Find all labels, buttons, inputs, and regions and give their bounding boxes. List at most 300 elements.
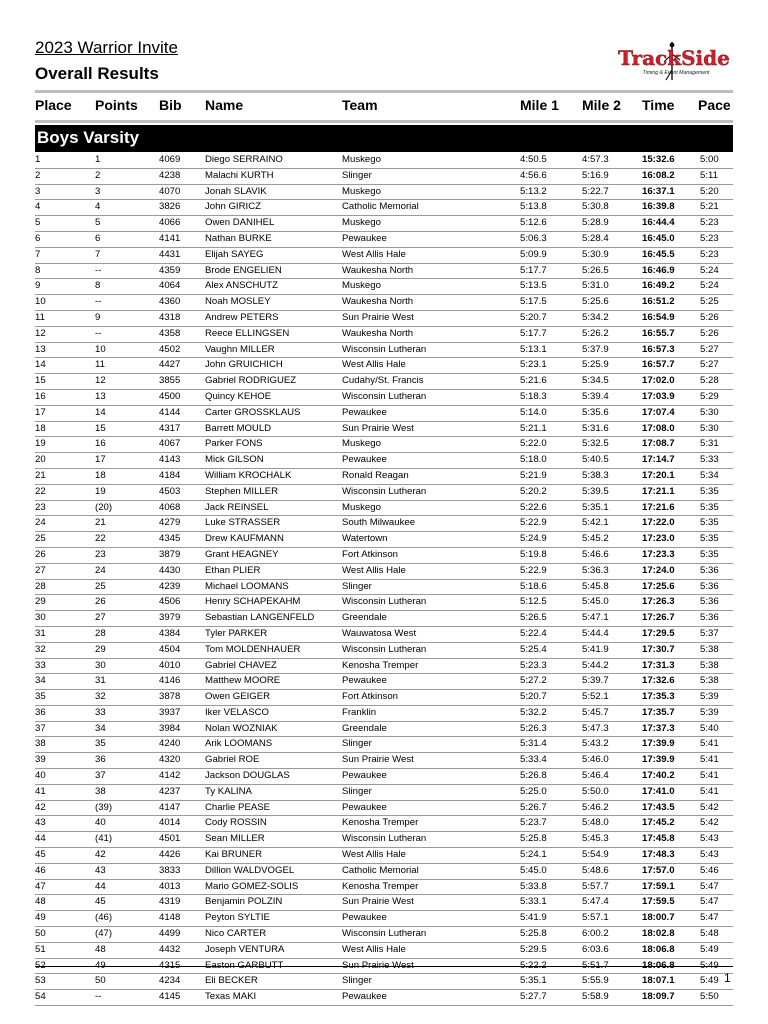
cell-place: 9 (35, 280, 41, 292)
cell-mile1: 5:24.9 (520, 533, 547, 545)
cell-name: Parker FONS (205, 438, 263, 450)
cell-time: 16:49.2 (642, 280, 675, 292)
cell-name: Arik LOOMANS (205, 738, 273, 750)
cell-bib: 4506 (159, 596, 181, 608)
cell-place: 37 (35, 722, 46, 734)
cell-team: Muskego (342, 501, 381, 513)
cell-mile1: 5:12.6 (520, 217, 547, 229)
cell-bib: 3879 (159, 548, 181, 560)
cell-pace: 5:26 (700, 311, 719, 323)
table-row (35, 753, 733, 769)
table-row (35, 832, 733, 848)
cell-name: Elijah SAYEG (205, 248, 264, 260)
cell-team: Cudahy/St. Francis (342, 375, 424, 387)
cell-mile1: 5:25.8 (520, 928, 547, 940)
table-row (35, 627, 733, 643)
cell-mile2: 5:35.1 (582, 501, 609, 513)
cell-pace: 5:39 (700, 706, 719, 718)
cell-team: Waukesha North (342, 327, 414, 339)
cell-time: 17:14.7 (642, 454, 675, 466)
cell-bib: 4237 (159, 785, 181, 797)
cell-pace: 5:42 (700, 817, 719, 829)
cell-mile1: 5:18.6 (520, 580, 547, 592)
cell-mile1: 5:45.0 (520, 864, 547, 876)
cell-points: 24 (95, 564, 106, 576)
cell-place: 31 (35, 627, 46, 639)
cell-pace: 5:35 (700, 517, 719, 529)
cell-mile2: 5:45.7 (582, 706, 609, 718)
cell-points: 31 (95, 675, 106, 687)
cell-mile2: 5:46.4 (582, 770, 609, 782)
table-row (35, 706, 733, 722)
table-row (35, 264, 733, 280)
cell-bib: 4010 (159, 659, 181, 671)
cell-mile1: 5:18.0 (520, 454, 547, 466)
cell-points: (47) (95, 928, 113, 940)
cell-name: Nathan BURKE (205, 232, 272, 244)
cell-pace: 5:38 (700, 675, 719, 687)
cell-time: 17:26.7 (642, 612, 675, 624)
cell-pace: 5:27 (700, 359, 719, 371)
table-row (35, 816, 733, 832)
cell-bib: 4184 (159, 469, 181, 481)
cell-place: 36 (35, 706, 46, 718)
cell-pace: 5:47 (700, 912, 719, 924)
cell-name: Diego SERRAINO (205, 154, 283, 165)
cell-place: 30 (35, 612, 46, 624)
cell-time: 16:44.4 (642, 217, 675, 229)
cell-pace: 5:41 (700, 785, 719, 797)
cell-time: 16:46.9 (642, 264, 675, 276)
table-row (35, 532, 733, 548)
cell-time: 16:55.7 (642, 327, 675, 339)
cell-team: Muskego (342, 154, 381, 165)
cell-points: 3 (95, 185, 101, 197)
cell-pace: 5:41 (700, 770, 719, 782)
cell-bib: 4503 (159, 485, 181, 497)
cell-bib: 4426 (159, 849, 181, 861)
cell-mile2: 5:37.9 (582, 343, 609, 355)
cell-points: (46) (95, 912, 113, 924)
cell-time: 17:25.6 (642, 580, 675, 592)
cell-bib: 4500 (159, 390, 181, 402)
table-row (35, 769, 733, 785)
cell-mile1: 5:21.9 (520, 469, 547, 481)
cell-pace: 5:35 (700, 548, 719, 560)
cell-pace: 5:23 (700, 248, 719, 260)
cell-mile1: 5:13.2 (520, 185, 547, 197)
cell-team: Sun Prairie West (342, 754, 414, 766)
cell-name: Carter GROSSKLAUS (205, 406, 301, 418)
cell-bib: 4501 (159, 833, 181, 845)
cell-mile2: 5:35.6 (582, 406, 609, 418)
table-row (35, 169, 733, 185)
cell-team: Wisconsin Lutheran (342, 928, 427, 940)
cell-name: John GIRICZ (205, 201, 261, 213)
cell-points: 43 (95, 864, 106, 876)
cell-team: Pewaukee (342, 912, 387, 924)
cell-place: 48 (35, 896, 46, 908)
cell-mile2: 5:48.6 (582, 864, 609, 876)
cell-bib: 4238 (159, 169, 181, 181)
cell-place: 38 (35, 738, 46, 750)
cell-team: West Allis Hale (342, 248, 406, 260)
cell-pace: 5:42 (700, 801, 719, 813)
cell-name: Quincy KEHOE (205, 390, 272, 402)
cell-team: West Allis Hale (342, 359, 406, 371)
cell-place: 32 (35, 643, 46, 655)
cell-mile2: 5:54.9 (582, 849, 609, 861)
col-header-pace: Pace (698, 97, 731, 113)
cell-team: Pewaukee (342, 232, 387, 244)
cell-place: 43 (35, 817, 46, 829)
cell-mile1: 5:22.0 (520, 438, 547, 450)
cell-place: 24 (35, 517, 46, 529)
cell-bib: 3878 (159, 691, 181, 703)
cell-time: 17:35.7 (642, 706, 675, 718)
cell-time: 16:37.1 (642, 185, 675, 197)
cell-name: Sean MILLER (205, 833, 265, 845)
cell-pace: 5:47 (700, 896, 719, 908)
cell-time: 17:03.9 (642, 390, 675, 402)
cell-points: 38 (95, 785, 106, 797)
cell-time: 17:23.3 (642, 548, 675, 560)
table-row (35, 911, 733, 927)
cell-team: Wisconsin Lutheran (342, 833, 427, 845)
cell-mile1: 5:31.4 (520, 738, 547, 750)
cell-points: -- (95, 327, 102, 339)
cell-pace: 5:38 (700, 643, 719, 655)
cell-time: 17:43.5 (642, 801, 675, 813)
cell-points: 19 (95, 485, 106, 497)
cell-mile2: 5:38.3 (582, 469, 609, 481)
cell-mile2: 5:39.7 (582, 675, 609, 687)
cell-mile2: 5:34.2 (582, 311, 609, 323)
table-row (35, 216, 733, 232)
cell-mile2: 6:00.2 (582, 928, 609, 940)
cell-team: Kenosha Tremper (342, 880, 419, 892)
cell-points: 11 (95, 359, 105, 371)
cell-time: 17:48.3 (642, 849, 675, 861)
cell-team: Sun Prairie West (342, 311, 414, 323)
cell-bib: 4145 (159, 991, 181, 1003)
cell-points: 40 (95, 817, 106, 829)
cell-time: 17:21.6 (642, 501, 675, 513)
cell-mile1: 5:21.1 (520, 422, 547, 434)
cell-bib: 4499 (159, 928, 181, 940)
cell-place: 50 (35, 928, 46, 940)
cell-pace: 5:27 (700, 343, 719, 355)
cell-pace: 5:24 (700, 280, 719, 292)
cell-place: 8 (35, 264, 41, 276)
cell-mile2: 5:57.1 (582, 912, 609, 924)
cell-bib: 4432 (159, 943, 181, 955)
cell-mile2: 5:25.9 (582, 359, 609, 371)
col-header-mile1: Mile 1 (520, 97, 559, 113)
cell-mile1: 5:17.5 (520, 296, 547, 308)
cell-time: 18:07.1 (642, 975, 675, 987)
cell-time: 16:39.8 (642, 201, 675, 213)
cell-time: 17:23.0 (642, 533, 675, 545)
cell-mile2: 5:26.2 (582, 327, 609, 339)
cell-points: 33 (95, 706, 106, 718)
cell-points: 12 (95, 375, 106, 387)
cell-points: 21 (95, 517, 106, 529)
cell-mile2: 5:16.9 (582, 169, 609, 181)
cell-bib: 3855 (159, 375, 181, 387)
cell-time: 17:24.0 (642, 564, 675, 576)
cell-place: 45 (35, 849, 46, 861)
cell-points: 10 (95, 343, 106, 355)
logo-tagline: Timing & Event Management (642, 70, 710, 76)
cell-mile2: 5:22.7 (582, 185, 609, 197)
cell-mile1: 5:13.8 (520, 201, 547, 213)
cell-pace: 5:25 (700, 296, 719, 308)
cell-time: 17:41.0 (642, 785, 675, 797)
cell-points: 29 (95, 643, 106, 655)
cell-place: 51 (35, 943, 46, 955)
table-row (35, 501, 733, 517)
cell-points: 9 (95, 311, 101, 323)
cell-pace: 5:28 (700, 375, 719, 387)
table-row (35, 295, 733, 311)
cell-name: Texas MAKI (205, 991, 257, 1003)
cell-pace: 5:31 (700, 438, 719, 450)
cell-time: 17:59.1 (642, 880, 675, 892)
column-header-row (0, 97, 768, 117)
cell-place: 42 (35, 801, 46, 813)
cell-bib: 4239 (159, 580, 181, 592)
cell-mile1: 5:32.2 (520, 706, 547, 718)
cell-pace: 5:24 (700, 264, 719, 276)
cell-mile2: 5:30.9 (582, 248, 609, 260)
col-header-name: Name (205, 97, 244, 113)
cell-name: Gabriel ROE (205, 754, 260, 766)
cell-place: 3 (35, 185, 41, 197)
cell-points: 2 (95, 169, 101, 181)
cell-mile1: 5:06.3 (520, 232, 547, 244)
cell-bib: 3826 (159, 201, 181, 213)
cell-name: Ethan PLIER (205, 564, 261, 576)
table-row (35, 343, 733, 359)
cell-bib: 4066 (159, 217, 181, 229)
table-row (35, 153, 733, 169)
table-row (35, 358, 733, 374)
cell-team: Muskego (342, 185, 381, 197)
cell-mile1: 5:25.8 (520, 833, 547, 845)
cell-place: 34 (35, 675, 46, 687)
table-row (35, 785, 733, 801)
table-row (35, 943, 733, 959)
table-row (35, 248, 733, 264)
cell-mile1: 5:29.5 (520, 943, 547, 955)
table-row (35, 674, 733, 690)
cell-mile2: 5:39.5 (582, 485, 609, 497)
cell-mile1: 4:56.6 (520, 169, 547, 181)
cell-bib: 4141 (159, 232, 181, 244)
cell-team: Catholic Memorial (342, 864, 419, 876)
cell-team: Waukesha North (342, 264, 414, 276)
cell-points: 45 (95, 896, 106, 908)
cell-name: Ty KALINA (205, 785, 252, 797)
col-header-bib: Bib (159, 97, 182, 113)
cell-time: 17:20.1 (642, 469, 675, 481)
table-row (35, 690, 733, 706)
cell-name: Sebastian LANGENFELD (205, 612, 315, 624)
cell-points: 17 (95, 454, 106, 466)
cell-place: 47 (35, 880, 46, 892)
cell-name: Luke STRASSER (205, 517, 281, 529)
cell-time: 17:08.0 (642, 422, 675, 434)
section-banner (35, 125, 733, 152)
cell-team: Slinger (342, 785, 372, 797)
cell-pace: 5:21 (700, 201, 719, 213)
cell-bib: 3833 (159, 864, 181, 876)
cell-mile2: 5:44.4 (582, 627, 609, 639)
cell-place: 23 (35, 501, 46, 513)
cell-place: 49 (35, 912, 46, 924)
cell-points: 27 (95, 612, 106, 624)
table-row (35, 564, 733, 580)
cell-place: 5 (35, 217, 41, 229)
cell-name: Nolan WOZNIAK (205, 722, 278, 734)
cell-points: 37 (95, 770, 106, 782)
cell-mile1: 4:50.5 (520, 154, 547, 165)
cell-mile2: 5:47.3 (582, 722, 609, 734)
table-row (35, 469, 733, 485)
cell-bib: 3979 (159, 612, 181, 624)
cell-bib: 4146 (159, 675, 181, 687)
cell-pace: 5:37 (700, 627, 719, 639)
cell-name: Mario GOMEZ-SOLIS (205, 880, 299, 892)
cell-pace: 5:23 (700, 217, 719, 229)
cell-pace: 5:30 (700, 406, 719, 418)
cell-bib: 3984 (159, 722, 181, 734)
page-number: 1 (724, 971, 731, 985)
cell-time: 17:02.0 (642, 375, 675, 387)
cell-name: Eli BECKER (205, 975, 258, 987)
table-row (35, 801, 733, 817)
cell-pace: 5:23 (700, 232, 719, 244)
cell-place: 41 (35, 785, 46, 797)
cell-points: -- (95, 296, 102, 308)
cell-mile1: 5:22.6 (520, 501, 547, 513)
cell-place: 11 (35, 311, 45, 323)
cell-place: 44 (35, 833, 46, 845)
cell-team: Waukesha North (342, 296, 414, 308)
table-row (35, 390, 733, 406)
cell-mile2: 5:40.5 (582, 454, 609, 466)
cell-mile1: 5:14.0 (520, 406, 547, 418)
cell-team: West Allis Hale (342, 849, 406, 861)
top-rule (35, 90, 733, 93)
cell-bib: 4143 (159, 454, 181, 466)
cell-mile2: 5:46.2 (582, 801, 609, 813)
cell-bib: 4148 (159, 912, 181, 924)
cell-time: 18:00.7 (642, 912, 675, 924)
table-row (35, 611, 733, 627)
results-table (0, 153, 768, 1006)
cell-pace: 5:00 (700, 154, 719, 165)
table-row (35, 548, 733, 564)
cell-place: 46 (35, 864, 46, 876)
table-row (35, 580, 733, 596)
cell-team: Wisconsin Lutheran (342, 390, 427, 402)
cell-place: 17 (35, 406, 46, 418)
cell-team: Sun Prairie West (342, 422, 414, 434)
table-row (35, 990, 733, 1006)
table-row (35, 848, 733, 864)
cell-mile1: 5:17.7 (520, 264, 547, 276)
cell-name: Henry SCHAPEKAHM (205, 596, 301, 608)
cell-name: Gabriel CHAVEZ (205, 659, 277, 671)
cell-place: 27 (35, 564, 46, 576)
cell-place: 21 (35, 469, 46, 481)
cell-time: 16:45.0 (642, 232, 675, 244)
cell-points: 42 (95, 849, 106, 861)
cell-pace: 5:20 (700, 185, 719, 197)
cell-team: Slinger (342, 580, 372, 592)
cell-place: 53 (35, 975, 46, 987)
cell-pace: 5:43 (700, 833, 719, 845)
cell-mile1: 5:33.1 (520, 896, 547, 908)
cell-points: (41) (95, 833, 113, 845)
cell-pace: 5:40 (700, 722, 719, 734)
cell-name: Reece ELLINGSEN (205, 327, 290, 339)
cell-mile1: 5:22.9 (520, 564, 547, 576)
cell-place: 29 (35, 596, 46, 608)
cell-name: Gabriel RODRIGUEZ (205, 375, 297, 387)
cell-mile2: 5:45.0 (582, 596, 609, 608)
cell-name: Peyton SYLTIE (205, 912, 270, 924)
cell-bib: 4384 (159, 627, 181, 639)
cell-bib: 4067 (159, 438, 181, 450)
cell-team: Wisconsin Lutheran (342, 643, 427, 655)
cell-pace: 5:46 (700, 864, 719, 876)
cell-mile1: 5:27.2 (520, 675, 547, 687)
cell-points: 28 (95, 627, 106, 639)
cell-team: Kenosha Tremper (342, 817, 419, 829)
table-row (35, 437, 733, 453)
cell-team: South Milwaukee (342, 517, 416, 529)
cell-team: Greendale (342, 612, 387, 624)
cell-pace: 5:41 (700, 738, 719, 750)
cell-points: 34 (95, 722, 106, 734)
table-row (35, 895, 733, 911)
table-row (35, 974, 733, 990)
cell-team: Kenosha Tremper (342, 659, 419, 671)
cell-pace: 5:47 (700, 880, 719, 892)
cell-time: 15:32.6 (642, 154, 675, 165)
col-header-points: Points (95, 97, 138, 113)
table-row (35, 232, 733, 248)
cell-mile1: 5:21.6 (520, 375, 547, 387)
table-row (35, 422, 733, 438)
cell-mile2: 5:55.9 (582, 975, 609, 987)
cell-pace: 5:30 (700, 422, 719, 434)
cell-mile1: 5:20.2 (520, 485, 547, 497)
cell-place: 14 (35, 359, 46, 371)
cell-pace: 5:11 (700, 169, 718, 181)
cell-time: 17:40.2 (642, 770, 675, 782)
table-row (35, 722, 733, 738)
cell-pace: 5:36 (700, 596, 719, 608)
cell-place: 20 (35, 454, 46, 466)
cell-points: 50 (95, 975, 106, 987)
cell-mile2: 5:28.9 (582, 217, 609, 229)
cell-bib: 4320 (159, 754, 181, 766)
cell-points: 4 (95, 201, 101, 213)
